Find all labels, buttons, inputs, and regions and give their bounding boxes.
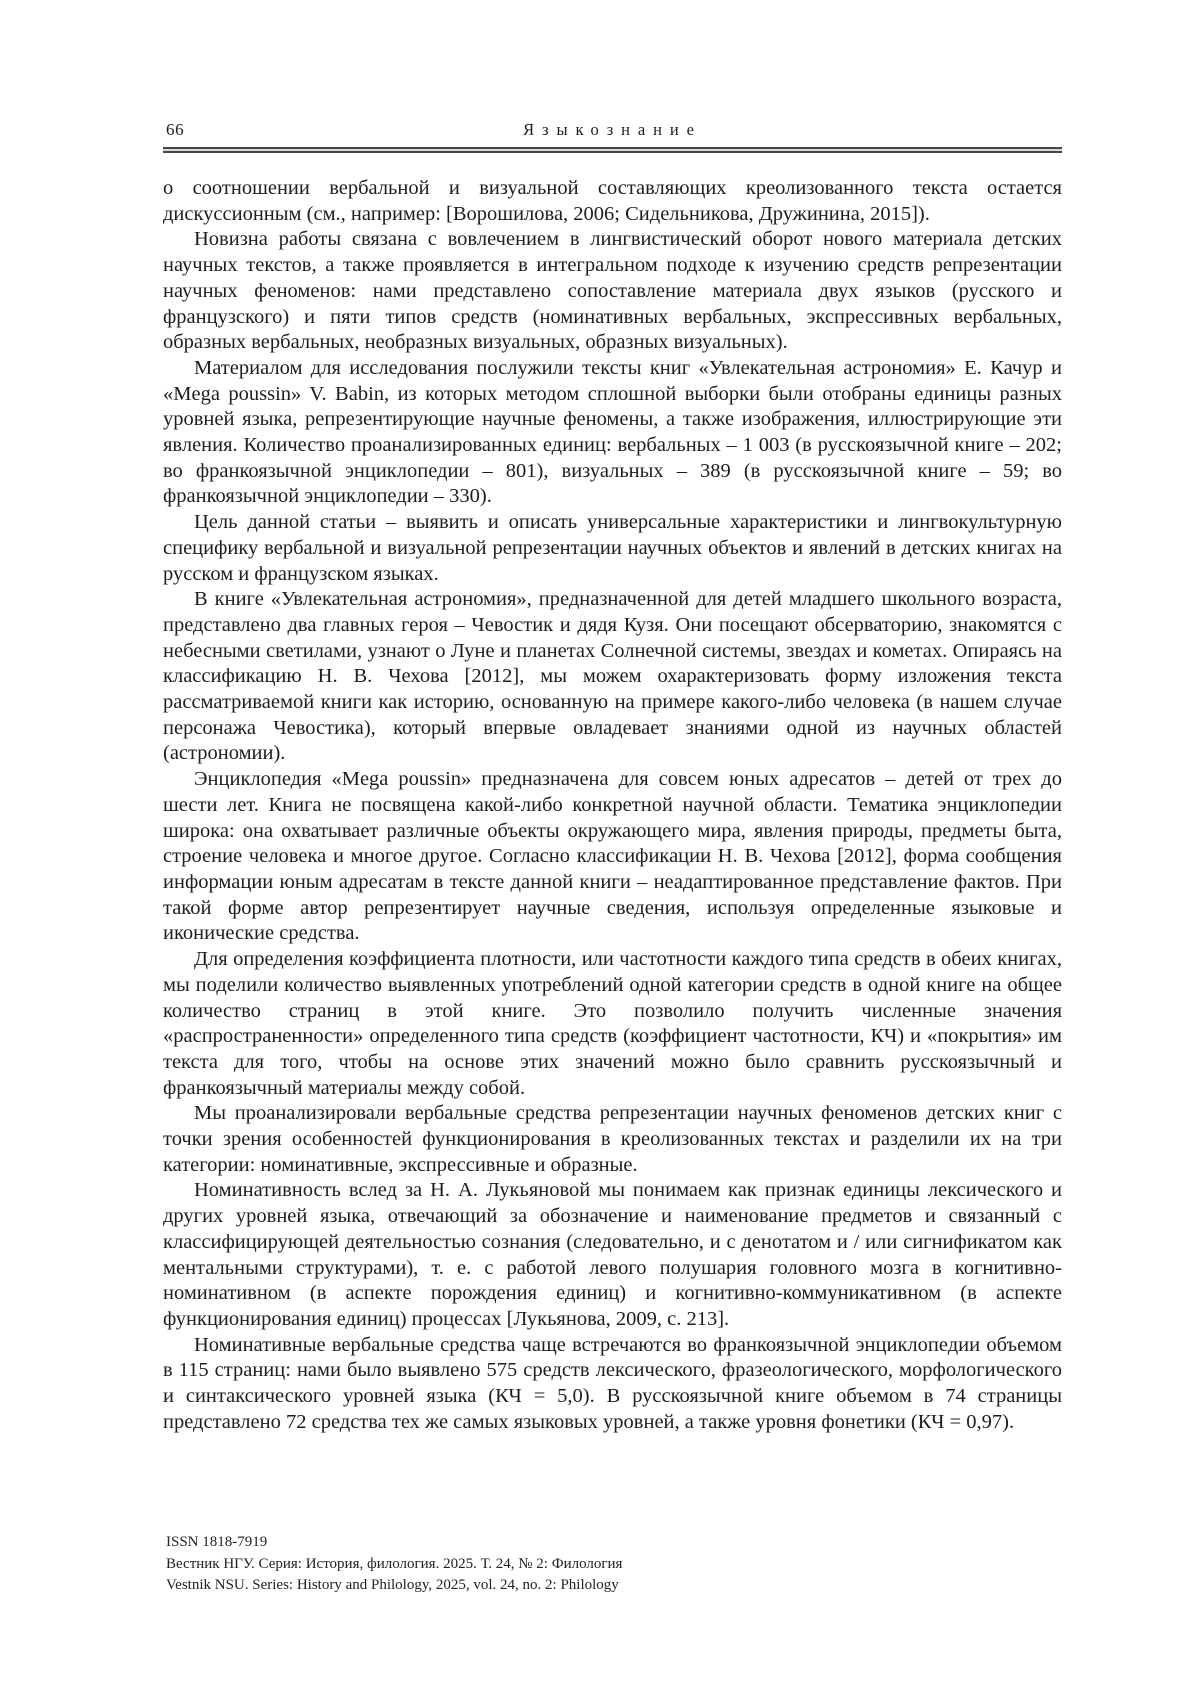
paragraph: Номинативные вербальные средства чаще встречаются во франкоязычной энциклопедии объемом в 115 страниц: нами было выявлено 575 средств лексического, фразеологического, морфологического и синтаксического уровней языка (КЧ = 5,0). В русскоязычной книге объемом в 74 страницы представлено 72 средства тех же самых языковых уровней, а также уровня фонетики (КЧ = 0,97). (163, 1333, 1062, 1433)
header-rule-divider (163, 147, 1062, 153)
paragraph: о соотношении вербальной и визуальной составляющих креолизованного текста остается дискуссионным (см., например: [Ворошилова, 2006; Сидельникова, Дружинина, 2015]). (163, 177, 1062, 225)
paragraph: Мы проанализировали вербальные средства репрезентации научных феноменов детских книг с точки зрения особенностей функционирования в креолизованных текстах и разделили их на три категории: номинативные, экспрессивные и образные. (163, 1102, 1062, 1176)
paragraph: Новизна работы связана с вовлечением в лингвистический оборот нового материала детских научных текстов, а также проявляется в интегральном подходе к изучению средств репрезентации научных феноменов: нами представлено сопоставление материала двух языков (русского и французского) и пяти типов средств (номинативных вербальных, экспрессивных вербальных, образных вербальных, необразных визуальных, образных визуальных). (163, 228, 1062, 354)
paragraph: Материалом для исследования послужили тексты книг «Увлекательная астрономия» Е. Качур и «Mega poussin» V. Babin, из которых методом сплошной выборки были отобраны единицы разных уровней языка, репрезентирующие научные феномены, а также изображения, иллюстрирующие эти явления. Количество проанализированных единиц: вербальных – 1 003 (в русскоязычной книге – 202; во франкоязычной энциклопедии – 801), визуальных – 389 (в русскоязычной книге – 59; во франкоязычной энциклопедии – 330). (163, 356, 1062, 508)
page-number: 66 (166, 120, 185, 139)
paragraph: Для определения коэффициента плотности, или частотности каждого типа средств в обеих книгах, мы поделили количество выявленных употреблений одной категории средств в одной книге на общее количество страниц в этой книге. Это позволило получить численные значения «распространенности» определенного типа средств (коэффициент частотности, КЧ) и «покрытия» им текста для того, чтобы на основе этих значений можно было сравнить русскоязычный и франкоязычный материалы между собой. (163, 948, 1062, 1099)
paragraph: Энциклопедия «Mega poussin» предназначена для совсем юных адресатов – детей от трех до шести лет. Книга не посвящена какой-либо конкретной научной области. Тематика энциклопедии широка: она охватывает различные объекты окружающего мира, явления природы, предметы быта, строение человека и многое другое. Согласно классификации Н. В. Чехова [2012], форма сообщения информации юным адресатам в тексте данной книги – неадаптированное представление фактов. При такой форме автор репрезентирует научные сведения, используя определенные языковые и иконические средства. (163, 768, 1062, 945)
paragraph: Номинативность вслед за Н. А. Лукьяновой мы понимаем как признак единицы лексического и других уровней языка, отвечающий за обозначение и наименование предметов и связанный с классифицирующей деятельностью сознания (следовательно, и с денотатом и / или сигнификатом как ментальными структурами), т. е. с работой левого полушария головного мозга в когнитивно-номинативном (в аспекте порождения единиц) и когнитивно-коммуникативном (в аспекте функционирования единиц) процессах [Лукьянова, 2009, с. 213]. (163, 1179, 1062, 1330)
footer-citation-en: Vestnik NSU. Series: History and Philology, 2025, vol. 24, no. 2: Philology (166, 1577, 619, 1593)
paragraph: В книге «Увлекательная астрономия», предназначенной для детей младшего школьного возраста, представлено два главных героя – Чевостик и дядя Кузя. Они посещают обсерваторию, знакомятся с небесными светилами, узнают о Луне и планетах Солнечной системы, звездах и кометах. Опираясь на классификацию Н. В. Чехова [2012], мы можем охарактеризовать форму изложения текста рассматриваемой книги как историю, основанную на примере какого-либо человека (в нашем случае персонажа Чевостика), который впервые овладевает знаниями одной из научных областей (астрономии). (163, 588, 1062, 765)
footer-issn: ISSN 1818-7919 (166, 1534, 268, 1550)
running-title: Языкознание (523, 120, 702, 139)
footer-citation-ru: Вестник НГУ. Серия: История, филология. 2025. Т. 24, № 2: Филология (166, 1555, 623, 1572)
page-footer (166, 1532, 622, 1597)
paragraph: Цель данной статьи – выявить и описать универсальные характеристики и лингвокультурную специфику вербальной и визуальной репрезентации научных объектов и явлений в детских книгах на русском и французском языках. (163, 511, 1062, 585)
article-body (163, 176, 1062, 1435)
